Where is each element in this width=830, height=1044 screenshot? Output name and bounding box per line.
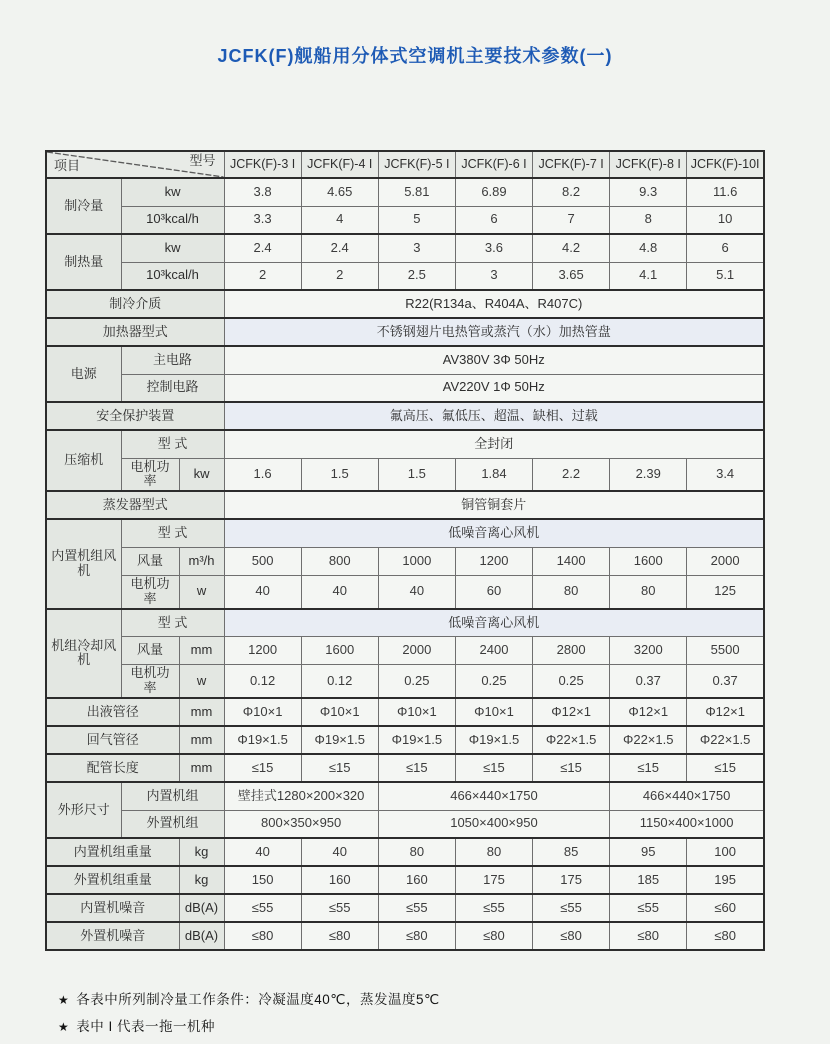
control-circuit-value: AV220V 1Φ 50Hz [224,374,764,402]
sub-label-motor-power: 电机功率 [121,575,179,608]
page-title: JCFK(F)舰船用分体式空调机主要技术参数(一) [217,46,613,66]
footnote-1 [58,988,440,1008]
value-cell: 3.6 [455,234,532,262]
unit-label: kg [179,866,224,894]
row-label-heater-type: 加热器型式 [46,318,224,346]
indoor-fan-type-value: 低噪音离心风机 [224,519,764,547]
row-label-refrigerant: 制冷介质 [46,290,224,318]
value-cell: Φ19×1.5 [378,726,455,754]
value-cell: 100 [687,838,764,866]
value-cell: ≤15 [378,754,455,782]
row-power-main [46,346,764,374]
value-cell: 1.84 [455,458,532,491]
value-cell: 1.5 [301,458,378,491]
row-evaporator [46,491,764,519]
footnote-2-text: 表中 I 代表一拖一机种 [76,1019,216,1034]
row-dimensions-outdoor [46,810,764,838]
value-cell: ≤80 [224,922,301,950]
value-cell: 4.8 [610,234,687,262]
value-cell: Φ22×1.5 [610,726,687,754]
value-cell: 195 [687,866,764,894]
value-cell: ≤15 [301,754,378,782]
compressor-type-value: 全封闭 [224,430,764,458]
row-indoor-noise [46,894,764,922]
value-cell: 5.81 [378,178,455,206]
value-cell: 4.65 [301,178,378,206]
value-cell: 175 [533,866,610,894]
value-cell: 7 [533,206,610,234]
value-cell: 125 [687,575,764,608]
value-cell: 0.37 [610,665,687,698]
main-circuit-value: AV380V 3Φ 50Hz [224,346,764,374]
value-cell: 4.1 [610,262,687,290]
value-cell: 40 [224,575,301,608]
value-cell: Φ22×1.5 [533,726,610,754]
value-cell: 2.2 [533,458,610,491]
value-cell: Φ22×1.5 [687,726,764,754]
value-cell: ≤15 [610,754,687,782]
value-cell: ≤55 [224,894,301,922]
row-indoor-fan-airflow [46,547,764,575]
model-header: JCFK(F)-3 I [224,151,301,178]
value-cell: 40 [301,575,378,608]
value-cell: Φ12×1 [610,698,687,726]
dimension-value: 壁挂式1280×200×320 [224,782,378,810]
value-cell: Φ19×1.5 [301,726,378,754]
sub-label-airflow: 风量 [121,637,179,665]
value-cell: Φ12×1 [687,698,764,726]
corner-cell [46,151,224,178]
value-cell: ≤80 [533,922,610,950]
unit-label: mm [179,637,224,665]
refrigerant-value: R22(R134a、R404A、R407C) [224,290,764,318]
row-indoor-fan-motor [46,575,764,608]
value-cell: 2400 [455,637,532,665]
unit-label: kw [121,234,224,262]
row-indoor-weight [46,838,764,866]
value-cell: ≤15 [455,754,532,782]
footnote-1-text: 各表中所列制冷量工作条件：冷凝温度40℃，蒸发温度5℃ [76,992,440,1007]
value-cell: 4 [301,206,378,234]
value-cell: ≤15 [533,754,610,782]
value-cell: 150 [224,866,301,894]
value-cell: ≤55 [610,894,687,922]
value-cell: Φ10×1 [455,698,532,726]
row-label-liquid-pipe: 出液管径 [46,698,179,726]
unit-label: mm [179,754,224,782]
row-liquid-pipe [46,698,764,726]
value-cell: 0.12 [301,665,378,698]
value-cell: 160 [301,866,378,894]
value-cell: 95 [610,838,687,866]
value-cell: 0.25 [378,665,455,698]
row-heating-kcal [46,262,764,290]
spec-table [45,150,765,951]
value-cell: 0.25 [533,665,610,698]
sub-label-control-circuit: 控制电路 [121,374,224,402]
row-label-indoor-noise: 内置机噪音 [46,894,179,922]
corner-model-label: 型号 [189,153,216,168]
row-refrigerant [46,290,764,318]
value-cell: 11.6 [687,178,764,206]
value-cell: Φ12×1 [533,698,610,726]
value-cell: 40 [301,838,378,866]
evaporator-value: 铜管铜套片 [224,491,764,519]
value-cell: 1200 [455,547,532,575]
value-cell: 3.65 [533,262,610,290]
value-cell: 1.5 [378,458,455,491]
value-cell: 3.4 [687,458,764,491]
row-cooling-fan-type [46,609,764,637]
value-cell: ≤80 [687,922,764,950]
row-cooling-fan-motor [46,665,764,698]
value-cell: 40 [224,838,301,866]
unit-label: w [179,665,224,698]
corner-item-label: 项目 [54,158,81,174]
dimension-value: 466×440×1750 [610,782,764,810]
value-cell: 2 [301,262,378,290]
value-cell: 80 [533,575,610,608]
cooling-fan-type-value: 低噪音离心风机 [224,609,764,637]
value-cell: 9.3 [610,178,687,206]
value-cell: 85 [533,838,610,866]
value-cell: ≤55 [533,894,610,922]
row-cooling-fan-airflow [46,637,764,665]
model-header: JCFK(F)-6 I [455,151,532,178]
value-cell: 1600 [610,547,687,575]
row-power-control [46,374,764,402]
value-cell: Φ10×1 [378,698,455,726]
value-cell: 2.5 [378,262,455,290]
sub-label-type: 型 式 [121,609,224,637]
row-outdoor-weight [46,866,764,894]
header-row [46,151,764,178]
value-cell: 60 [455,575,532,608]
star-icon: ★ [58,993,70,1007]
unit-label: mm [179,698,224,726]
sub-label-motor-power: 电机功率 [121,665,179,698]
value-cell: 1.6 [224,458,301,491]
footnotes [58,988,440,1042]
value-cell: Φ19×1.5 [455,726,532,754]
value-cell: 6 [455,206,532,234]
value-cell: 2.4 [224,234,301,262]
value-cell: 3200 [610,637,687,665]
group-label-dimensions: 外形尺寸 [46,782,121,838]
value-cell: 3.3 [224,206,301,234]
value-cell: 80 [455,838,532,866]
value-cell: 1600 [301,637,378,665]
value-cell: 6.89 [455,178,532,206]
group-label-heating: 制热量 [46,234,121,290]
row-label-indoor-weight: 内置机组重量 [46,838,179,866]
value-cell: 1200 [224,637,301,665]
value-cell: 40 [378,575,455,608]
value-cell: ≤55 [378,894,455,922]
model-header: JCFK(F)-4 I [301,151,378,178]
value-cell: 8 [610,206,687,234]
value-cell: 2.4 [301,234,378,262]
value-cell: 0.12 [224,665,301,698]
value-cell: 185 [610,866,687,894]
value-cell: 6 [687,234,764,262]
value-cell: 10 [687,206,764,234]
value-cell: ≤80 [301,922,378,950]
model-header: JCFK(F)-5 I [378,151,455,178]
value-cell: 2.39 [610,458,687,491]
row-cooling-kw [46,178,764,206]
model-header: JCFK(F)-7 I [533,151,610,178]
unit-label: dB(A) [179,922,224,950]
value-cell: 8.2 [533,178,610,206]
sub-label-indoor-unit: 内置机组 [121,782,224,810]
value-cell: 800 [301,547,378,575]
value-cell: Φ10×1 [301,698,378,726]
value-cell: 3 [455,262,532,290]
group-label-compressor: 压缩机 [46,430,121,491]
row-dimensions-indoor [46,782,764,810]
unit-label: mm [179,726,224,754]
value-cell: 1400 [533,547,610,575]
unit-label: kg [179,838,224,866]
value-cell: 0.37 [687,665,764,698]
value-cell: 5.1 [687,262,764,290]
value-cell: 500 [224,547,301,575]
value-cell: 80 [610,575,687,608]
row-heating-kw [46,234,764,262]
value-cell: 5 [378,206,455,234]
unit-label: kw [121,178,224,206]
value-cell: 5500 [687,637,764,665]
row-compressor-motor [46,458,764,491]
sub-label-outdoor-unit: 外置机组 [121,810,224,838]
unit-label: dB(A) [179,894,224,922]
value-cell: Φ10×1 [224,698,301,726]
value-cell: 1000 [378,547,455,575]
value-cell: 2000 [378,637,455,665]
group-label-cooling: 制冷量 [46,178,121,234]
dimension-value: 1050×400×950 [378,810,609,838]
value-cell: ≤15 [224,754,301,782]
value-cell: 2800 [533,637,610,665]
value-cell: 3 [378,234,455,262]
unit-label: 10³kcal/h [121,206,224,234]
sub-label-type: 型 式 [121,430,224,458]
row-gas-pipe [46,726,764,754]
value-cell: 2 [224,262,301,290]
value-cell: 3.8 [224,178,301,206]
group-label-cooling-fan: 机组冷却风机 [46,609,121,698]
sub-label-motor-power: 电机功率 [121,458,179,491]
row-label-safety: 安全保护装置 [46,402,224,430]
value-cell: 160 [378,866,455,894]
value-cell: ≤55 [455,894,532,922]
row-pipe-length [46,754,764,782]
row-label-gas-pipe: 回气管径 [46,726,179,754]
model-header: JCFK(F)-8 I [610,151,687,178]
row-label-evaporator: 蒸发器型式 [46,491,224,519]
group-label-indoor-fan: 内置机组风机 [46,519,121,608]
sub-label-airflow: 风量 [121,547,179,575]
value-cell: Φ19×1.5 [224,726,301,754]
row-compressor-type [46,430,764,458]
unit-label: 10³kcal/h [121,262,224,290]
value-cell: ≤80 [455,922,532,950]
unit-label: w [179,575,224,608]
value-cell: 4.2 [533,234,610,262]
row-label-outdoor-weight: 外置机组重量 [46,866,179,894]
dimension-value: 466×440×1750 [378,782,609,810]
sub-label-type: 型 式 [121,519,224,547]
row-label-pipe-length: 配管长度 [46,754,179,782]
row-label-outdoor-noise: 外置机噪音 [46,922,179,950]
value-cell: 2000 [687,547,764,575]
row-heater-type [46,318,764,346]
model-header: JCFK(F)-10I [687,151,764,178]
star-icon: ★ [58,1020,70,1034]
group-label-power: 电源 [46,346,121,402]
unit-label: kw [179,458,224,491]
dimension-value: 800×350×950 [224,810,378,838]
row-safety [46,402,764,430]
row-indoor-fan-type [46,519,764,547]
value-cell: 0.25 [455,665,532,698]
value-cell: ≤80 [610,922,687,950]
dimension-value: 1150×400×1000 [610,810,764,838]
value-cell: ≤15 [687,754,764,782]
value-cell: ≤60 [687,894,764,922]
value-cell: 175 [455,866,532,894]
value-cell: 80 [378,838,455,866]
value-cell: ≤55 [301,894,378,922]
unit-label: m³/h [179,547,224,575]
row-outdoor-noise [46,922,764,950]
value-cell: ≤80 [378,922,455,950]
row-cooling-kcal [46,206,764,234]
heater-type-value: 不锈钢翅片电热管或蒸汽（水）加热管盘 [224,318,764,346]
footnote-2 [58,1015,440,1035]
sub-label-main-circuit: 主电路 [121,346,224,374]
safety-value: 氟高压、氟低压、超温、缺相、过载 [224,402,764,430]
